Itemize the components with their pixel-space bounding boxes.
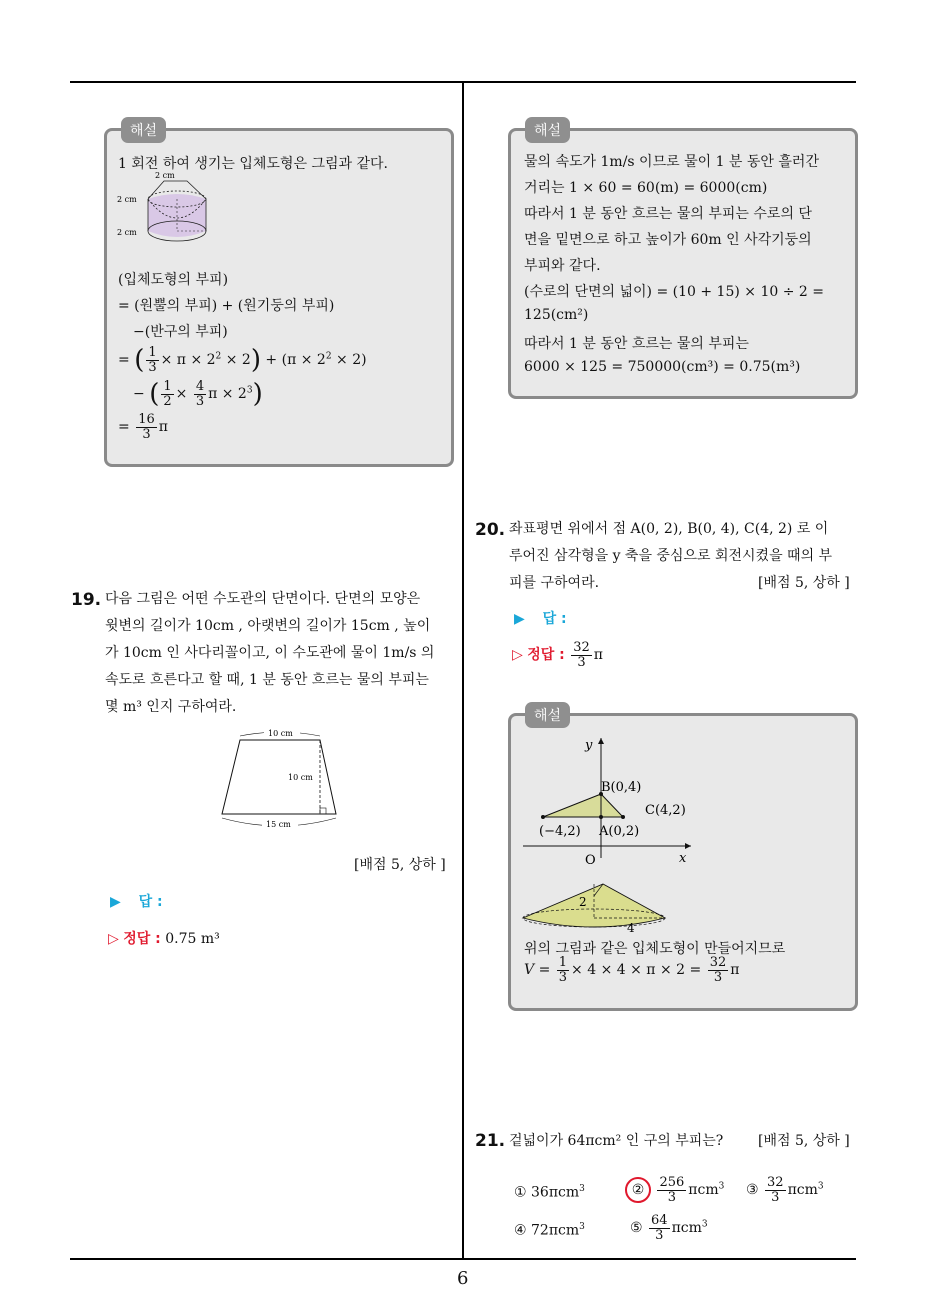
q21-choice-5[interactable]: ⑤ $\frac{64}{3}$ πcm$^3$: [630, 1213, 708, 1243]
s19-line-2: 거리는 1 × 60 = 60(m) = 6000(cm): [524, 180, 768, 196]
fig-label-mid: 2 cm: [117, 195, 137, 204]
q21-number: 21.: [475, 1131, 506, 1151]
q20-points: [배점 5, 상하 ]: [758, 575, 850, 591]
q20-number: 20.: [475, 520, 506, 540]
solution-eq-2: − ( $\frac{1}{2}$ × $\frac{4}{3}$ $\pi \times 2^3$): [133, 378, 263, 409]
trap-height-label: 10 cm: [288, 773, 313, 782]
trapezoid-figure: [212, 728, 352, 828]
graph-c-label: C(4,2): [645, 803, 686, 818]
s20-formula: V = $\frac{1}{3}$ × 4 × 4 × π × 2 = $\frac{32}{3}$ π: [524, 955, 740, 985]
s19-line-5: 부피와 같다.: [524, 258, 601, 274]
s19-line-7: 125(cm²): [524, 307, 589, 323]
q19-line-1: 다음 그림은 어떤 수도관의 단면이다. 단면의 모양은: [105, 591, 421, 607]
q19-answer-label: 답 :: [138, 894, 163, 910]
solution-line-2: = (원뿔의 부피) + (원기둥의 부피): [118, 298, 335, 314]
q20-frac-suffix: π: [593, 647, 603, 664]
q19-answer[interactable]: [110, 895, 163, 909]
q20-frac-num: 32: [573, 640, 590, 655]
cone-radius-label: 4: [627, 921, 635, 935]
s19-line-8: 따라서 1 분 동안 흐르는 물의 부피는: [524, 336, 749, 352]
s19-line-4: 면을 밑면으로 하고 높이가 60m 인 사각기둥의: [524, 232, 812, 248]
q19-line-5: 몇 m³ 인지 구하여라.: [105, 699, 237, 715]
q20-correct: [512, 641, 603, 669]
graph-x-label: x: [679, 851, 687, 866]
trap-bottom-label: 15 cm: [266, 820, 291, 828]
selected-circle-mark: ②: [625, 1177, 651, 1203]
q20-answer-label: 답 :: [542, 611, 567, 627]
solution-box-left: [104, 123, 454, 467]
solution-tag: 해설: [121, 117, 166, 143]
trap-top-label: 10 cm: [268, 729, 293, 738]
bottom-rule: [70, 1258, 856, 1260]
q19-line-2: 윗변의 길이가 10cm , 아랫변의 길이가 15cm , 높이: [105, 618, 431, 634]
graph-y-label: y: [585, 738, 593, 753]
correct-triangle-icon: ▷: [108, 931, 119, 947]
solution-line-1: (입체도형의 부피): [118, 272, 229, 288]
q20-correct-label: 정답 :: [527, 647, 565, 664]
s19-line-6: (수로의 단면의 넓이) = (10 + 15) × 10 ÷ 2 =: [524, 284, 824, 300]
q20-line-3: 피를 구하여라.: [509, 575, 600, 591]
q20-frac-den: 3: [577, 654, 586, 670]
q19-line-3: 가 10cm 인 사다리꼴이고, 이 수도관에 물이 1m/s 의: [105, 645, 435, 661]
graph-neg-label: (−4,2): [539, 824, 581, 839]
graph-b-label: B(0,4): [601, 780, 642, 795]
q21-text: 겉넓이가 64πcm² 인 구의 부피는?: [509, 1133, 724, 1149]
fig-label-bot: 2 cm: [117, 228, 137, 237]
q21-choice-2[interactable]: ② $\frac{256}{3}$ πcm$^3$: [628, 1176, 724, 1204]
solution-box-q20: [508, 708, 858, 1011]
q21-points: [배점 5, 상하 ]: [758, 1133, 850, 1149]
s20-text: 위의 그림과 같은 입체도형이 만들어지므로: [524, 941, 786, 957]
fig-label-top: 2 cm: [155, 171, 175, 180]
solution-eq-1: = ( $\frac{1}{3}$ × $\pi \times 2^2 \times 2) + (\pi \times 2^2 \times 2)$: [118, 344, 367, 375]
answer-arrow-icon: ▶: [110, 894, 121, 910]
solution-line-3: −(반구의 부피): [133, 324, 228, 340]
answer-arrow-icon: ▶: [514, 611, 525, 627]
page-number: 6: [457, 1268, 469, 1289]
correct-triangle-icon: ▷: [512, 647, 523, 664]
coordinate-graph: [521, 736, 721, 956]
q19-line-4: 속도로 흐른다고 할 때, 1 분 동안 흐르는 물의 부피는: [105, 672, 429, 688]
s19-line-1: 물의 속도가 1m/s 이므로 물이 1 분 동안 흘러간: [524, 154, 819, 170]
graph-origin: O: [585, 853, 596, 868]
solid-figure: [115, 169, 225, 264]
q19-number: 19.: [71, 590, 102, 610]
graph-a-label: A(0,2): [599, 824, 640, 839]
q21-choice-1[interactable]: ① 36πcm$^3$: [514, 1184, 585, 1201]
q20-line-2: 루어진 삼각형을 y 축을 중심으로 회전시켰을 때의 부: [509, 548, 833, 564]
column-divider: [462, 83, 464, 1259]
solution-tag: 해설: [525, 702, 570, 728]
q21-choice-4[interactable]: ④ 72πcm$^3$: [514, 1222, 585, 1239]
q19-correct: [108, 932, 220, 946]
q19-text: [105, 586, 457, 721]
q20-line-1: 좌표평면 위에서 점 A(0, 2), B(0, 4), C(4, 2) 로 이: [509, 521, 829, 537]
cone-height-label: 2: [579, 895, 587, 909]
solution-intro: 1 회전 하여 생기는 입체도형은 그림과 같다.: [118, 156, 388, 172]
q20-answer[interactable]: [514, 612, 567, 626]
s19-line-9: 6000 × 125 = 750000(cm³) = 0.75(m³): [524, 359, 801, 375]
q19-correct-value: 0.75 m³: [165, 931, 220, 947]
solution-box-right: [508, 123, 858, 399]
q19-correct-label: 정답 :: [123, 931, 161, 947]
solution-result: = $\frac{16}{3}$ π: [118, 412, 168, 442]
s19-line-3: 따라서 1 분 동안 흐르는 물의 부피는 수로의 단: [524, 206, 812, 222]
q19-points: [배점 5, 상하 ]: [354, 857, 446, 873]
q21-choice-3[interactable]: ③ $\frac{32}{3}$ πcm$^3$: [746, 1175, 824, 1205]
solution-tag: 해설: [525, 117, 570, 143]
